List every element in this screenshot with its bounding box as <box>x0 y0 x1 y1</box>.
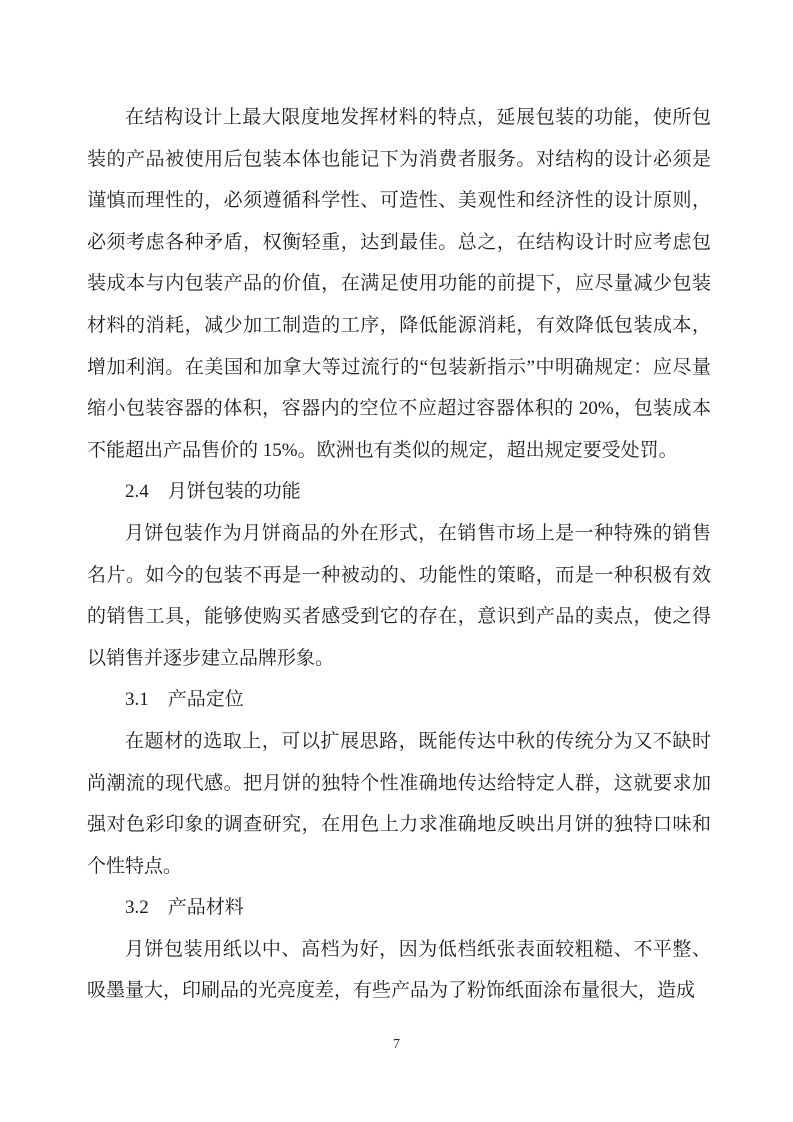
document-body <box>87 97 711 1012</box>
page-number: 7 <box>393 1037 400 1052</box>
paragraph: 在结构设计上最大限度地发挥材料的特点，延展包装的功能，使所包装的产品被使用后包装本体也能记下为消费者服务。对结构的设计必须是谨慎而理性的，必须遵循科学性、可造性、美观性和经济性的设计原则，必须考虑各种矛盾，权衡轻重，达到最佳。总之，在结构设计时应考虑包装成本与内包装产品的价值，在满足使用功能的前提下，应尽量减少包装材料的消耗，减少加工制造的工序，降低能源消耗，有效降低包装成本，增加利润。在美国和加拿大等过流行的“包装新指示”中明确规定：应尽量缩小包装容器的体积，容器内的空位不应超过容器体积的 20%，包装成本不能超出产品售价的 15%。欧洲也有类似的规定，超出规定要受处罚。 <box>87 107 711 461</box>
paragraph: 月饼包装用纸以中、高档为好，因为低档纸张表面较粗糙、不平整、吸墨量大，印刷品的光亮度差，有些产品为了粉饰纸面涂布量很大，造成 <box>87 938 711 1002</box>
paragraph: 月饼包装作为月饼商品的外在形式，在销售市场上是一种特殊的销售名片。如今的包装不再是一种被动的、功能性的策略，而是一种积极有效的销售工具，能够使购买者感受到它的存在，意识到产品的卖点，使之得以销售并逐步建立品牌形象。 <box>87 522 711 669</box>
paragraph: 在题材的选取上，可以扩展思路，既能传达中秋的传统分为又不缺时尚潮流的现代感。把月饼的独特个性准确地传达给特定人群，这就要求加强对色彩印象的调查研究，在用色上力求准确地反映出月饼的独特口味和个性特点。 <box>87 730 711 877</box>
section-heading: 3.2 产品材料 <box>125 897 244 919</box>
section-heading: 3.1 产品定位 <box>125 689 244 711</box>
section-heading: 2.4 月饼包装的功能 <box>125 481 301 503</box>
